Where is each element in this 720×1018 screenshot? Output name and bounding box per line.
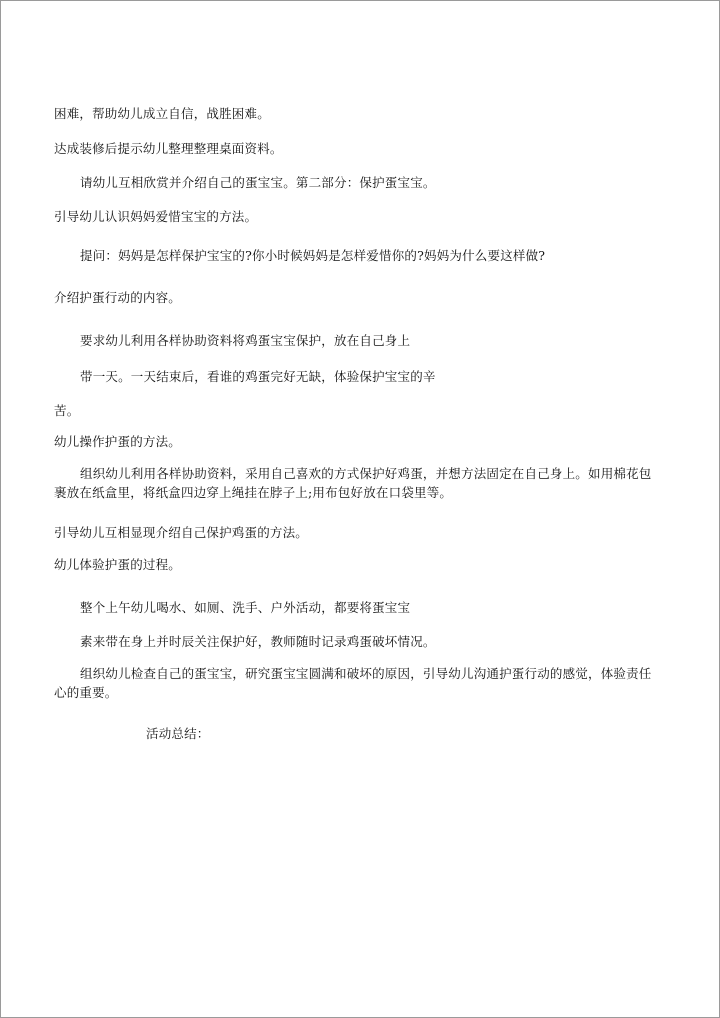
paragraph-line-10: 幼儿操作护蛋的方法。 <box>54 434 182 449</box>
paragraph-line-15: 素来带在身上并时辰关注保护好，教师随时记录鸡蛋破坏情况。 <box>80 634 436 649</box>
paragraph-line-14: 整个上午幼儿喝水、如厕、洗手、户外活动，都要将蛋宝宝 <box>80 600 411 615</box>
paragraph-line-4: 引导幼儿认识妈妈爱惜宝宝的方法。 <box>54 209 258 224</box>
paragraph-line-12: 引导幼儿互相显现介绍自己保护鸡蛋的方法。 <box>54 525 309 540</box>
paragraph-line-2: 达成装修后提示幼儿整理整理桌面资料。 <box>54 141 283 156</box>
paragraph-line-6: 介绍护蛋行动的内容。 <box>54 290 182 305</box>
paragraph-block-16: 组织幼儿检查自己的蛋宝宝，研究蛋宝宝圆满和破坏的原因，引导幼儿沟通护蛋行动的感觉，体验责任心的重要。 <box>54 666 652 700</box>
paragraph-block-11: 组织幼儿利用各样协助资料，采用自己喜欢的方式保护好鸡蛋，并想方法固定在自己身上。如用棉花包裹放在纸盒里，将纸盒四边穿上绳挂在脖子上;用布包好放在口袋里等。 <box>54 466 652 500</box>
paragraph-line-8: 带一天。一天结束后，看谁的鸡蛋完好无缺，体验保护宝宝的辛 <box>80 369 436 384</box>
paragraph-line-13: 幼儿体验护蛋的过程。 <box>54 557 182 572</box>
paragraph-line-9: 苦。 <box>54 403 80 418</box>
paragraph-line-1: 困难，帮助幼儿成立自信，战胜困难。 <box>54 106 270 121</box>
paragraph-line-3: 请幼儿互相欣赏并介绍自己的蛋宝宝。第二部分：保护蛋宝宝。 <box>80 175 436 190</box>
paragraph-line-5: 提问：妈妈是怎样保护宝宝的?你小时候妈妈是怎样爱惜你的?妈妈为什么要这样做? <box>80 248 546 263</box>
activity-summary-heading: 活动总结： <box>146 726 210 741</box>
paragraph-line-7: 要求幼儿利用各样协助资料将鸡蛋宝宝保护，放在自己身上 <box>80 333 411 348</box>
